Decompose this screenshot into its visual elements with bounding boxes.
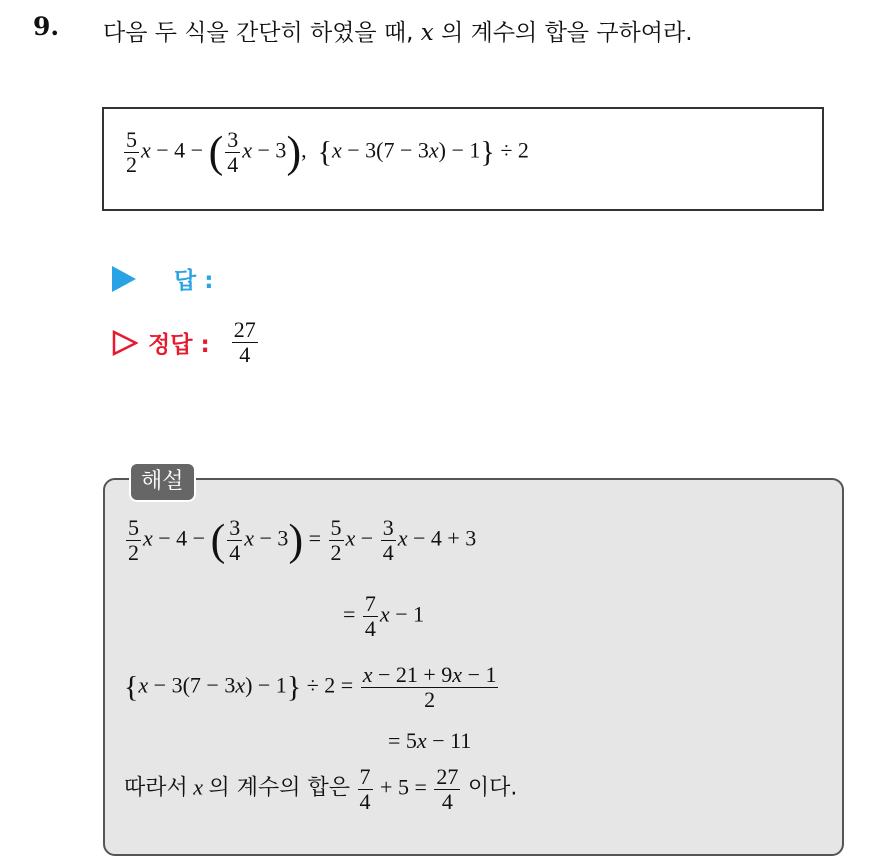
question-text-after: 의 계수의 합을 구하여라. bbox=[441, 20, 693, 46]
conclusion-variable: x bbox=[193, 774, 204, 800]
solution-label: 해설 bbox=[129, 462, 196, 502]
solution-line-4: = 5x − 11 bbox=[388, 728, 472, 753]
solution-line-2: = $\frac{7}{4}$ x − 1 bbox=[343, 591, 425, 641]
question-number: 9. bbox=[33, 12, 60, 41]
solution-line-1: $\frac{5}{2}$ x − 4 − ( $\frac{3}{4}$ x − 3) = $\frac{5}{2}$ x − $\frac{3}{4}$ x − 4 + 3 bbox=[128, 515, 477, 565]
answer-row bbox=[112, 262, 213, 295]
solution-line-3: {x − 3(7 − 3x) − 1} ÷ 2 = $\frac{x - 21 + 9x - 1}{2}$ bbox=[124, 662, 497, 712]
conclusion-text-before: 따라서 bbox=[124, 775, 188, 801]
answer-label: 답 : bbox=[174, 268, 214, 294]
triangle-filled-icon bbox=[112, 266, 136, 292]
question-text bbox=[103, 14, 693, 47]
expression-separator: , bbox=[301, 137, 307, 163]
correct-answer-row bbox=[112, 318, 260, 367]
question-variable: x bbox=[420, 20, 434, 46]
triangle-outline-icon bbox=[112, 330, 138, 356]
correct-answer-label: 정답 : bbox=[148, 332, 210, 358]
fraction-3-4: $\frac{3}{4}$ bbox=[227, 127, 239, 177]
fraction-5-2: $\frac{5}{2}$ bbox=[126, 127, 137, 177]
problem-expressions: $\frac{5}{2}$ x − 4 − ( $\frac{3}{4}$ x − 3), {x − 3(7 − 3x) − 1} ÷ 2 bbox=[126, 127, 529, 177]
question-text-before: 다음 두 식을 간단히 하였을 때, bbox=[103, 20, 414, 46]
conclusion-text-after: 이다. bbox=[467, 775, 518, 801]
correct-answer-value: $\frac{27}{4}$ bbox=[233, 317, 256, 367]
solution-conclusion: 따라서 x 의 계수의 합은 $\frac{7}{4}$ + 5 = $\frac{27}{4}$ 이다. bbox=[124, 764, 518, 814]
conclusion-text-mid: 의 계수의 합은 bbox=[208, 775, 351, 801]
